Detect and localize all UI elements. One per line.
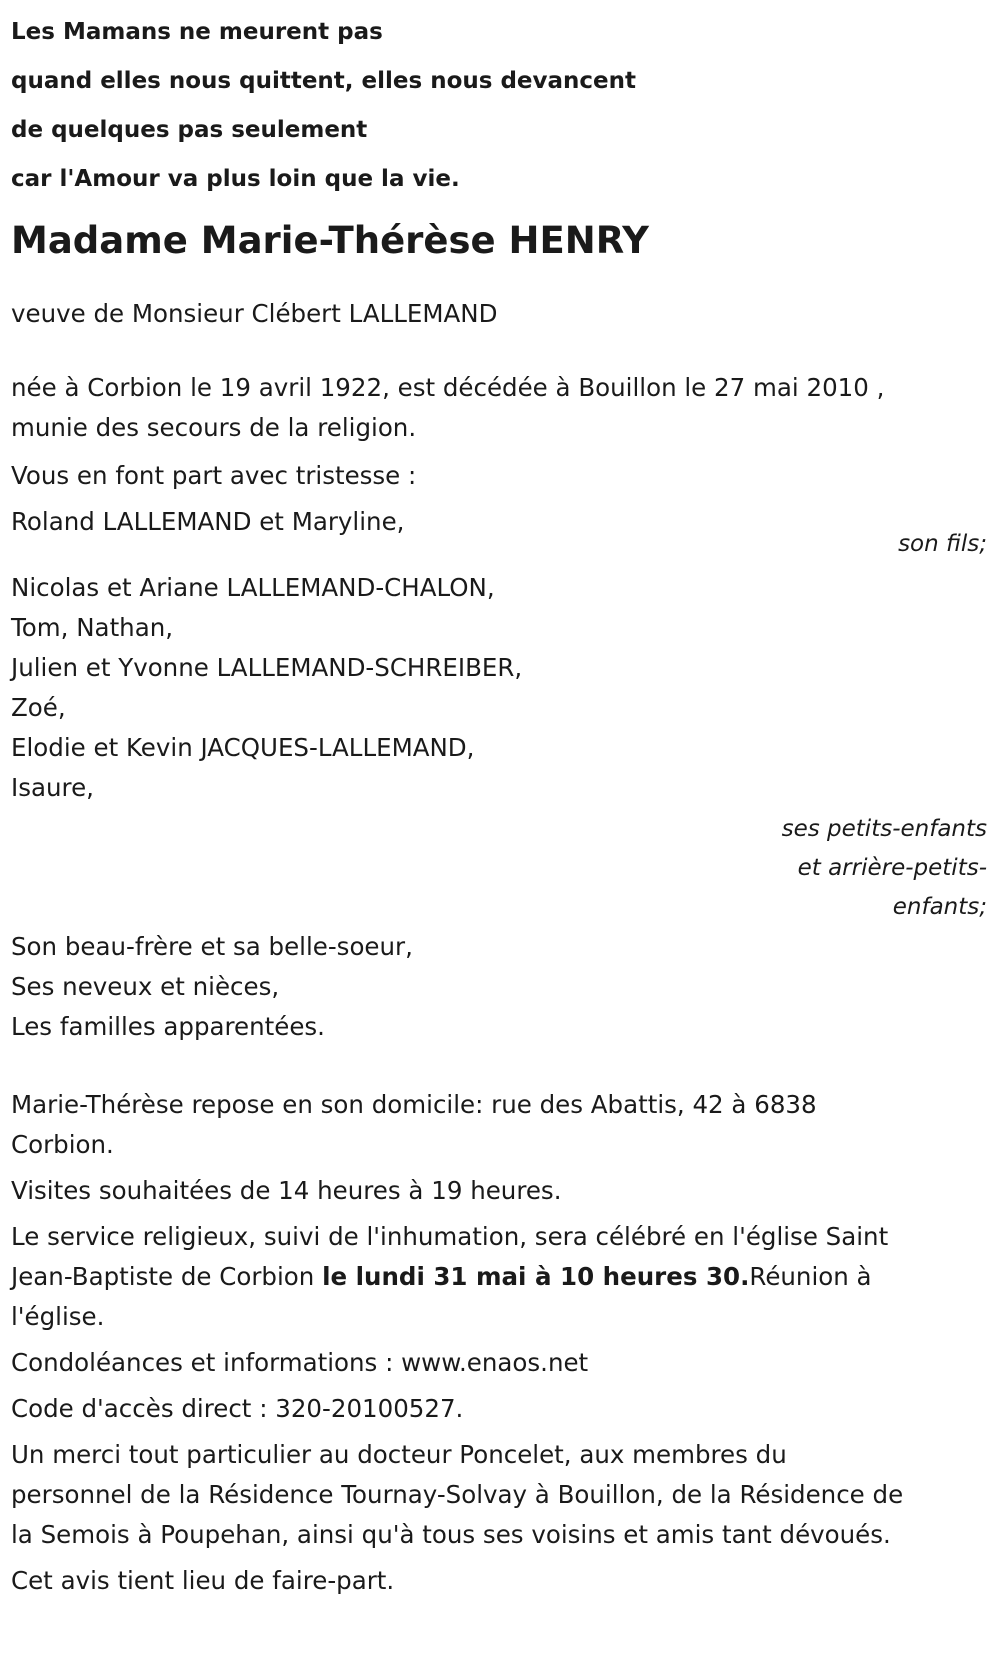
- poem-line: quand elles nous quittent, elles nous devancent: [11, 68, 636, 94]
- grandchildren-list: [11, 568, 989, 808]
- announcement-intro: Vous en font part avec tristesse :: [11, 461, 417, 490]
- service-line: l'église.: [11, 1302, 105, 1331]
- service-location: Jean-Baptiste de Corbion: [11, 1262, 323, 1291]
- service-datetime: le lundi 31 mai à 10 heures 30.: [322, 1262, 750, 1291]
- wake-location: [11, 1085, 989, 1165]
- grandchild-line: Zoé,: [11, 693, 66, 722]
- grandchild-line: Isaure,: [11, 773, 94, 802]
- widow-of-line: veuve de Monsieur Clébert LALLEMAND: [11, 299, 498, 328]
- poem-line: Les Mamans ne meurent pas: [11, 19, 383, 45]
- grandchild-line: Tom, Nathan,: [11, 613, 174, 642]
- birth-death-paragraph: [11, 368, 989, 448]
- condolences-info: Condoléances et informations : www.enaos.net: [11, 1348, 589, 1377]
- grandchildren-relation: [757, 810, 989, 927]
- service-line: Le service religieux, suivi de l'inhumation, sera célébré en l'église Saint: [11, 1222, 889, 1251]
- religion-line: munie des secours de la religion.: [11, 413, 417, 442]
- visit-hours: Visites souhaitées de 14 heures à 19 heures.: [11, 1176, 562, 1205]
- thanks-line: la Semois à Poupehan, ainsi qu'à tous ses voisins et amis tant dévoués.: [11, 1520, 891, 1549]
- poem-line: car l'Amour va plus loin que la vie.: [11, 166, 460, 192]
- grandchild-line: Julien et Yvonne LALLEMAND-SCHREIBER,: [11, 653, 523, 682]
- thanks-line: personnel de la Résidence Tournay-Solvay à Bouillon, de la Résidence de: [11, 1480, 904, 1509]
- service-paragraph: [11, 1217, 989, 1337]
- deceased-name: Madame Marie-Thérèse HENRY: [11, 219, 649, 262]
- epigraph-poem: [11, 8, 989, 204]
- son-line: Roland LALLEMAND et Maryline,: [11, 507, 405, 536]
- thanks-line: Un merci tout particulier au docteur Poncelet, aux membres du: [11, 1440, 787, 1469]
- closing-note: Cet avis tient lieu de faire-part.: [11, 1566, 395, 1595]
- service-line: [11, 1257, 989, 1297]
- grandchild-line: Elodie et Kevin JACQUES-LALLEMAND,: [11, 733, 475, 762]
- poem-line: de quelques pas seulement: [11, 117, 368, 143]
- birth-death-line: née à Corbion le 19 avril 1922, est décédée à Bouillon le 27 mai 2010 ,: [11, 373, 885, 402]
- relative-line: Les familles apparentées.: [11, 1012, 325, 1041]
- wake-line: Marie-Thérèse repose en son domicile: rue des Abattis, 42 à 6838: [11, 1090, 817, 1119]
- thanks-paragraph: [11, 1435, 989, 1555]
- relation-line: et arrière-petits-: [797, 855, 987, 881]
- relative-line: Son beau-frère et sa belle-soeur,: [11, 932, 413, 961]
- service-meeting: Réunion à: [749, 1262, 872, 1291]
- wake-line: Corbion.: [11, 1130, 114, 1159]
- relation-line: ses petits-enfants: [781, 816, 987, 842]
- relative-line: Ses neveux et nièces,: [11, 972, 280, 1001]
- son-relation: son fils;: [898, 531, 987, 557]
- grandchild-line: Nicolas et Ariane LALLEMAND-CHALON,: [11, 573, 495, 602]
- other-relatives: [11, 927, 989, 1047]
- relation-line: enfants;: [892, 894, 987, 920]
- access-code: Code d'accès direct : 320-20100527.: [11, 1394, 464, 1423]
- obituary-notice: [11, 0, 989, 1601]
